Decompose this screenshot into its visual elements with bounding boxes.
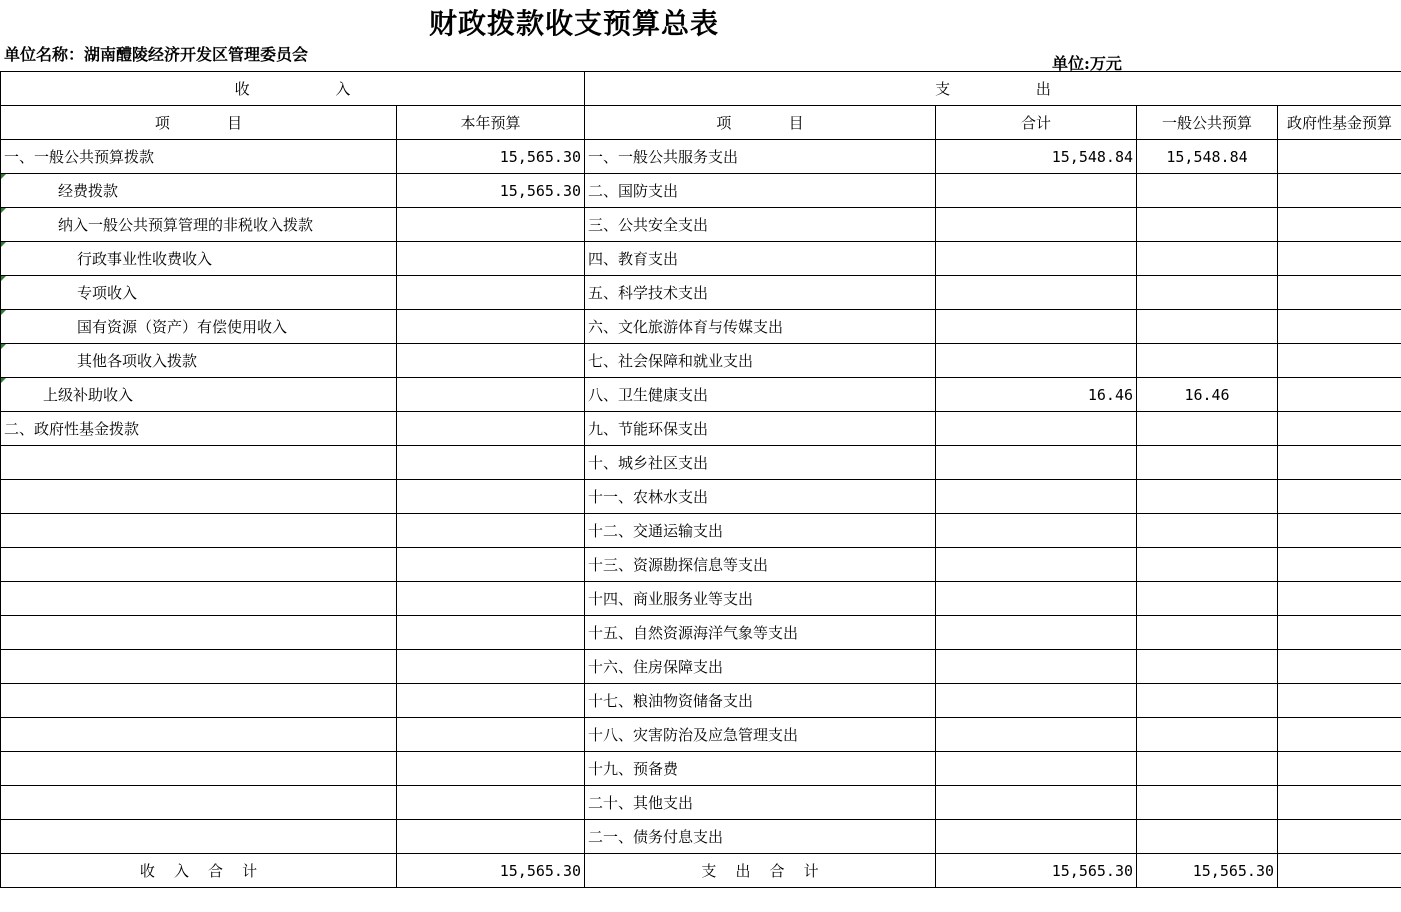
expense-general-cell xyxy=(1137,548,1278,582)
income-item-cell xyxy=(1,684,397,718)
expense-item-cell: 十、城乡社区支出 xyxy=(585,446,936,480)
expense-fund-cell xyxy=(1278,208,1401,242)
expense-general-cell xyxy=(1137,684,1278,718)
income-item-cell: 其他各项收入拨款 xyxy=(1,344,397,378)
income-item-cell xyxy=(1,582,397,616)
expense-total-cell: 15,548.84 xyxy=(936,140,1137,174)
income-item-cell xyxy=(1,514,397,548)
expense-item-cell: 十四、商业服务业等支出 xyxy=(585,582,936,616)
expense-fund-cell xyxy=(1278,548,1401,582)
currency-unit: 单位:万元 xyxy=(1052,54,1122,73)
income-total-label: 收 入 合 计 xyxy=(1,854,397,888)
expense-item-cell: 十八、灾害防治及应急管理支出 xyxy=(585,718,936,752)
expense-fund-cell xyxy=(1278,446,1401,480)
expense-total-cell xyxy=(936,480,1137,514)
expense-fund-cell xyxy=(1278,514,1401,548)
income-value-cell xyxy=(397,786,585,820)
expense-general-cell xyxy=(1137,616,1278,650)
expense-total-cell xyxy=(936,752,1137,786)
expense-fund-total-value xyxy=(1278,854,1401,888)
expense-item-cell: 二十、其他支出 xyxy=(585,786,936,820)
unit-name: 单位名称：湖南醴陵经济开发区管理委员会 xyxy=(4,45,309,64)
budget-table xyxy=(0,71,1401,888)
expense-total-cell xyxy=(936,514,1137,548)
income-value-cell xyxy=(397,820,585,854)
income-value-cell xyxy=(397,616,585,650)
income-item-cell: 纳入一般公共预算管理的非税收入拨款 xyxy=(1,208,397,242)
table-row xyxy=(1,480,1401,514)
expense-item-cell: 十六、住房保障支出 xyxy=(585,650,936,684)
expense-fund-cell xyxy=(1278,378,1401,412)
table-row xyxy=(1,582,1401,616)
table-row xyxy=(1,786,1401,820)
expense-general-cell xyxy=(1137,446,1278,480)
expense-item-header: 项 目 xyxy=(585,106,936,140)
table-row xyxy=(1,752,1401,786)
income-value-cell xyxy=(397,684,585,718)
income-item-cell xyxy=(1,752,397,786)
expense-fund-cell xyxy=(1278,820,1401,854)
income-value-cell xyxy=(397,208,585,242)
income-item-header: 项 目 xyxy=(1,106,397,140)
expense-fund-cell xyxy=(1278,582,1401,616)
expense-general-cell xyxy=(1137,752,1278,786)
expense-total-cell xyxy=(936,310,1137,344)
expense-total-cell xyxy=(936,208,1137,242)
income-item-cell xyxy=(1,650,397,684)
expense-total-cell xyxy=(936,276,1137,310)
income-value-cell xyxy=(397,480,585,514)
income-item-cell xyxy=(1,446,397,480)
expense-general-cell xyxy=(1137,276,1278,310)
expense-item-cell: 三、公共安全支出 xyxy=(585,208,936,242)
expense-general-cell xyxy=(1137,310,1278,344)
expense-total-cell xyxy=(936,242,1137,276)
gov-fund-header: 政府性基金预算 xyxy=(1278,106,1401,140)
expense-item-cell: 七、社会保障和就业支出 xyxy=(585,344,936,378)
table-row xyxy=(1,344,1401,378)
table-row xyxy=(1,718,1401,752)
expense-fund-cell xyxy=(1278,276,1401,310)
expense-fund-cell xyxy=(1278,174,1401,208)
table-row xyxy=(1,684,1401,718)
expense-fund-cell xyxy=(1278,242,1401,276)
income-value-cell xyxy=(397,650,585,684)
expense-fund-cell xyxy=(1278,412,1401,446)
expense-item-cell: 二一、债务付息支出 xyxy=(585,820,936,854)
expense-general-cell xyxy=(1137,344,1278,378)
expense-item-cell: 十一、农林水支出 xyxy=(585,480,936,514)
income-item-cell xyxy=(1,548,397,582)
income-item-cell: 二、政府性基金拨款 xyxy=(1,412,397,446)
expense-general-cell xyxy=(1137,242,1278,276)
income-value-cell xyxy=(397,310,585,344)
income-item-cell: 国有资源（资产）有偿使用收入 xyxy=(1,310,397,344)
income-item-cell: 经费拨款 xyxy=(1,174,397,208)
expense-fund-cell xyxy=(1278,344,1401,378)
expense-general-cell xyxy=(1137,480,1278,514)
expense-general-cell xyxy=(1137,786,1278,820)
table-row xyxy=(1,276,1401,310)
expense-total-cell xyxy=(936,446,1137,480)
expense-item-cell: 十三、资源勘探信息等支出 xyxy=(585,548,936,582)
income-value-cell xyxy=(397,514,585,548)
expense-total-cell xyxy=(936,650,1137,684)
expense-general-cell: 15,548.84 xyxy=(1137,140,1278,174)
section-header-row xyxy=(1,72,1401,106)
expense-fund-cell xyxy=(1278,310,1401,344)
expense-item-cell: 二、国防支出 xyxy=(585,174,936,208)
income-value-cell xyxy=(397,718,585,752)
expense-item-cell: 六、文化旅游体育与传媒支出 xyxy=(585,310,936,344)
income-value-cell xyxy=(397,242,585,276)
expense-total-cell xyxy=(936,582,1137,616)
income-item-cell xyxy=(1,786,397,820)
expense-item-cell: 十二、交通运输支出 xyxy=(585,514,936,548)
income-value-cell xyxy=(397,446,585,480)
expense-total-cell xyxy=(936,548,1137,582)
table-row xyxy=(1,650,1401,684)
expense-item-cell: 四、教育支出 xyxy=(585,242,936,276)
expense-fund-cell xyxy=(1278,140,1401,174)
income-value-cell xyxy=(397,378,585,412)
page-title: 财政拨款收支预算总表 xyxy=(428,7,719,40)
table-row xyxy=(1,174,1401,208)
expense-general-cell xyxy=(1137,582,1278,616)
table-row xyxy=(1,140,1401,174)
income-total-value: 15,565.30 xyxy=(397,854,585,888)
table-row xyxy=(1,242,1401,276)
expense-item-cell: 一、一般公共服务支出 xyxy=(585,140,936,174)
expense-item-cell: 五、科学技术支出 xyxy=(585,276,936,310)
expense-total-cell xyxy=(936,820,1137,854)
income-item-cell xyxy=(1,480,397,514)
income-item-cell: 上级补助收入 xyxy=(1,378,397,412)
expense-general-cell xyxy=(1137,174,1278,208)
totals-row xyxy=(1,854,1401,888)
income-value-cell: 15,565.30 xyxy=(397,140,585,174)
expense-fund-cell xyxy=(1278,718,1401,752)
expense-fund-cell xyxy=(1278,752,1401,786)
expense-item-cell: 九、节能环保支出 xyxy=(585,412,936,446)
income-value-cell xyxy=(397,344,585,378)
expense-total-label: 支 出 合 计 xyxy=(585,854,936,888)
expense-item-cell: 八、卫生健康支出 xyxy=(585,378,936,412)
expense-header: 支 出 xyxy=(585,72,1401,106)
income-value-cell xyxy=(397,276,585,310)
expense-item-cell: 十九、预备费 xyxy=(585,752,936,786)
expense-total-cell xyxy=(936,174,1137,208)
expense-total-cell xyxy=(936,684,1137,718)
expense-fund-cell xyxy=(1278,650,1401,684)
general-public-header: 一般公共预算 xyxy=(1137,106,1278,140)
expense-fund-cell xyxy=(1278,616,1401,650)
expense-total-cell xyxy=(936,412,1137,446)
table-row xyxy=(1,446,1401,480)
income-value-cell: 15,565.30 xyxy=(397,174,585,208)
expense-total-cell xyxy=(936,718,1137,752)
expense-general-cell xyxy=(1137,820,1278,854)
expense-general-cell xyxy=(1137,718,1278,752)
income-item-cell: 专项收入 xyxy=(1,276,397,310)
income-value-cell xyxy=(397,412,585,446)
expense-total-cell: 16.46 xyxy=(936,378,1137,412)
income-header: 收 入 xyxy=(1,72,585,106)
expense-general-cell xyxy=(1137,650,1278,684)
table-row xyxy=(1,514,1401,548)
expense-general-total-value: 15,565.30 xyxy=(1137,854,1278,888)
income-item-cell xyxy=(1,718,397,752)
expense-fund-cell xyxy=(1278,786,1401,820)
expense-total-cell xyxy=(936,616,1137,650)
table-row xyxy=(1,208,1401,242)
income-item-cell: 行政事业性收费收入 xyxy=(1,242,397,276)
expense-general-cell xyxy=(1137,514,1278,548)
income-value-cell xyxy=(397,548,585,582)
income-value-cell xyxy=(397,582,585,616)
column-header-row xyxy=(1,106,1401,140)
table-row xyxy=(1,548,1401,582)
total-header: 合计 xyxy=(936,106,1137,140)
income-item-cell xyxy=(1,616,397,650)
table-row xyxy=(1,310,1401,344)
table-row xyxy=(1,412,1401,446)
table-row xyxy=(1,820,1401,854)
table-row xyxy=(1,616,1401,650)
expense-total-value: 15,565.30 xyxy=(936,854,1137,888)
expense-total-cell xyxy=(936,786,1137,820)
table-row xyxy=(1,378,1401,412)
current-budget-header: 本年预算 xyxy=(397,106,585,140)
expense-item-cell: 十五、自然资源海洋气象等支出 xyxy=(585,616,936,650)
income-item-cell xyxy=(1,820,397,854)
expense-general-cell: 16.46 xyxy=(1137,378,1278,412)
expense-fund-cell xyxy=(1278,684,1401,718)
expense-total-cell xyxy=(936,344,1137,378)
expense-fund-cell xyxy=(1278,480,1401,514)
expense-item-cell: 十七、粮油物资储备支出 xyxy=(585,684,936,718)
expense-general-cell xyxy=(1137,208,1278,242)
income-item-cell: 一、一般公共预算拨款 xyxy=(1,140,397,174)
expense-general-cell xyxy=(1137,412,1278,446)
income-value-cell xyxy=(397,752,585,786)
